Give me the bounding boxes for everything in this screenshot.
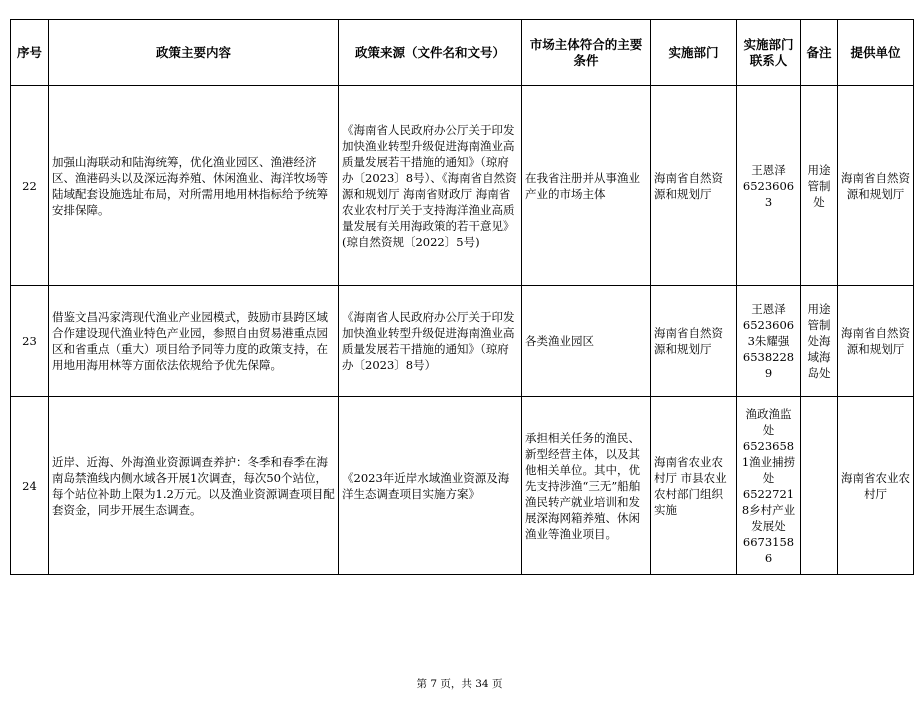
cell-department: 海南省自然资源和规划厅 bbox=[651, 86, 737, 286]
cell-source: 《海南省人民政府办公厅关于印发加快渔业转型升级促进海南渔业高质量发展若干措施的通知》（琼府办〔2023〕8号）、《海南省自然资源和规划厅 海南省财政厅 海南省农业农村厅关于支持海洋渔业高质量发展有关用海政策的若干意见》(琼自然资规〔2022〕5号) bbox=[339, 86, 522, 286]
header-department: 实施部门 bbox=[651, 20, 737, 86]
table-header-row bbox=[11, 20, 914, 86]
cell-source: 《2023年近岸水域渔业资源及海洋生态调查项目实施方案》 bbox=[339, 397, 522, 575]
cell-provider: 海南省自然资源和规划厅 bbox=[838, 86, 914, 286]
cell-provider: 海南省自然资源和规划厅 bbox=[838, 286, 914, 397]
cell-remarks: 用途管制处海域海岛处 bbox=[801, 286, 838, 397]
cell-contact: 渔政渔监处65236581渔业捕捞处65227218乡村产业发展处66731586 bbox=[737, 397, 801, 575]
cell-source: 《海南省人民政府办公厅关于印发加快渔业转型升级促进海南渔业高质量发展若干措施的通知》（琼府办〔2023〕8号） bbox=[339, 286, 522, 397]
page-number: 第 7 页，共 34 页 bbox=[416, 678, 503, 690]
header-contact: 实施部门联系人 bbox=[737, 20, 801, 86]
header-provider: 提供单位 bbox=[838, 20, 914, 86]
table-row bbox=[11, 397, 914, 575]
table-row bbox=[11, 86, 914, 286]
cell-provider: 海南省农业农村厅 bbox=[838, 397, 914, 575]
cell-conditions: 在我省注册并从事渔业产业的市场主体 bbox=[522, 86, 651, 286]
cell-content: 借鉴文昌冯家湾现代渔业产业园模式，鼓励市县跨区域合作建设现代渔业特色产业园，参照自由贸易港重点园区和省重点（重大）项目给予同等力度的政策支持，在用地用海用林等方面依法依规给予优先保障。 bbox=[49, 286, 339, 397]
cell-content: 近岸、近海、外海渔业资源调查养护：冬季和春季在海南岛禁渔线内侧水域各开展1次调查，每次50个站位，每个站位补助上限为1.2万元。以及渔业资源调查项目配套资金，同步开展生态调查。 bbox=[49, 397, 339, 575]
cell-department: 海南省自然资源和规划厅 bbox=[651, 286, 737, 397]
cell-remarks bbox=[801, 397, 838, 575]
header-index: 序号 bbox=[11, 20, 49, 86]
cell-index: 22 bbox=[11, 86, 49, 286]
cell-index: 23 bbox=[11, 286, 49, 397]
cell-conditions: 各类渔业园区 bbox=[522, 286, 651, 397]
cell-contact: 王恩泽65236063朱耀强65382289 bbox=[737, 286, 801, 397]
policy-table bbox=[10, 19, 914, 575]
cell-contact: 王恩泽65236063 bbox=[737, 86, 801, 286]
cell-department: 海南省农业农村厅 市县农业农村部门组织实施 bbox=[651, 397, 737, 575]
cell-content: 加强山海联动和陆海统筹，优化渔业园区、渔港经济区、渔港码头以及深远海养殖、休闲渔业、海洋牧场等陆域配套设施选址布局，对所需用地用林指标给予统筹安排保障。 bbox=[49, 86, 339, 286]
cell-index: 24 bbox=[11, 397, 49, 575]
header-content: 政策主要内容 bbox=[49, 20, 339, 86]
table-row bbox=[11, 286, 914, 397]
header-source: 政策来源（文件名和文号） bbox=[339, 20, 522, 86]
cell-conditions: 承担相关任务的渔民、新型经营主体，以及其他相关单位。其中，优先支持涉渔“三无”船舶渔民转产就业培训和发展深海网箱养殖、休闲渔业等渔业项目。 bbox=[522, 397, 651, 575]
cell-remarks: 用途管制处 bbox=[801, 86, 838, 286]
header-remarks: 备注 bbox=[801, 20, 838, 86]
header-conditions: 市场主体符合的主要条件 bbox=[522, 20, 651, 86]
